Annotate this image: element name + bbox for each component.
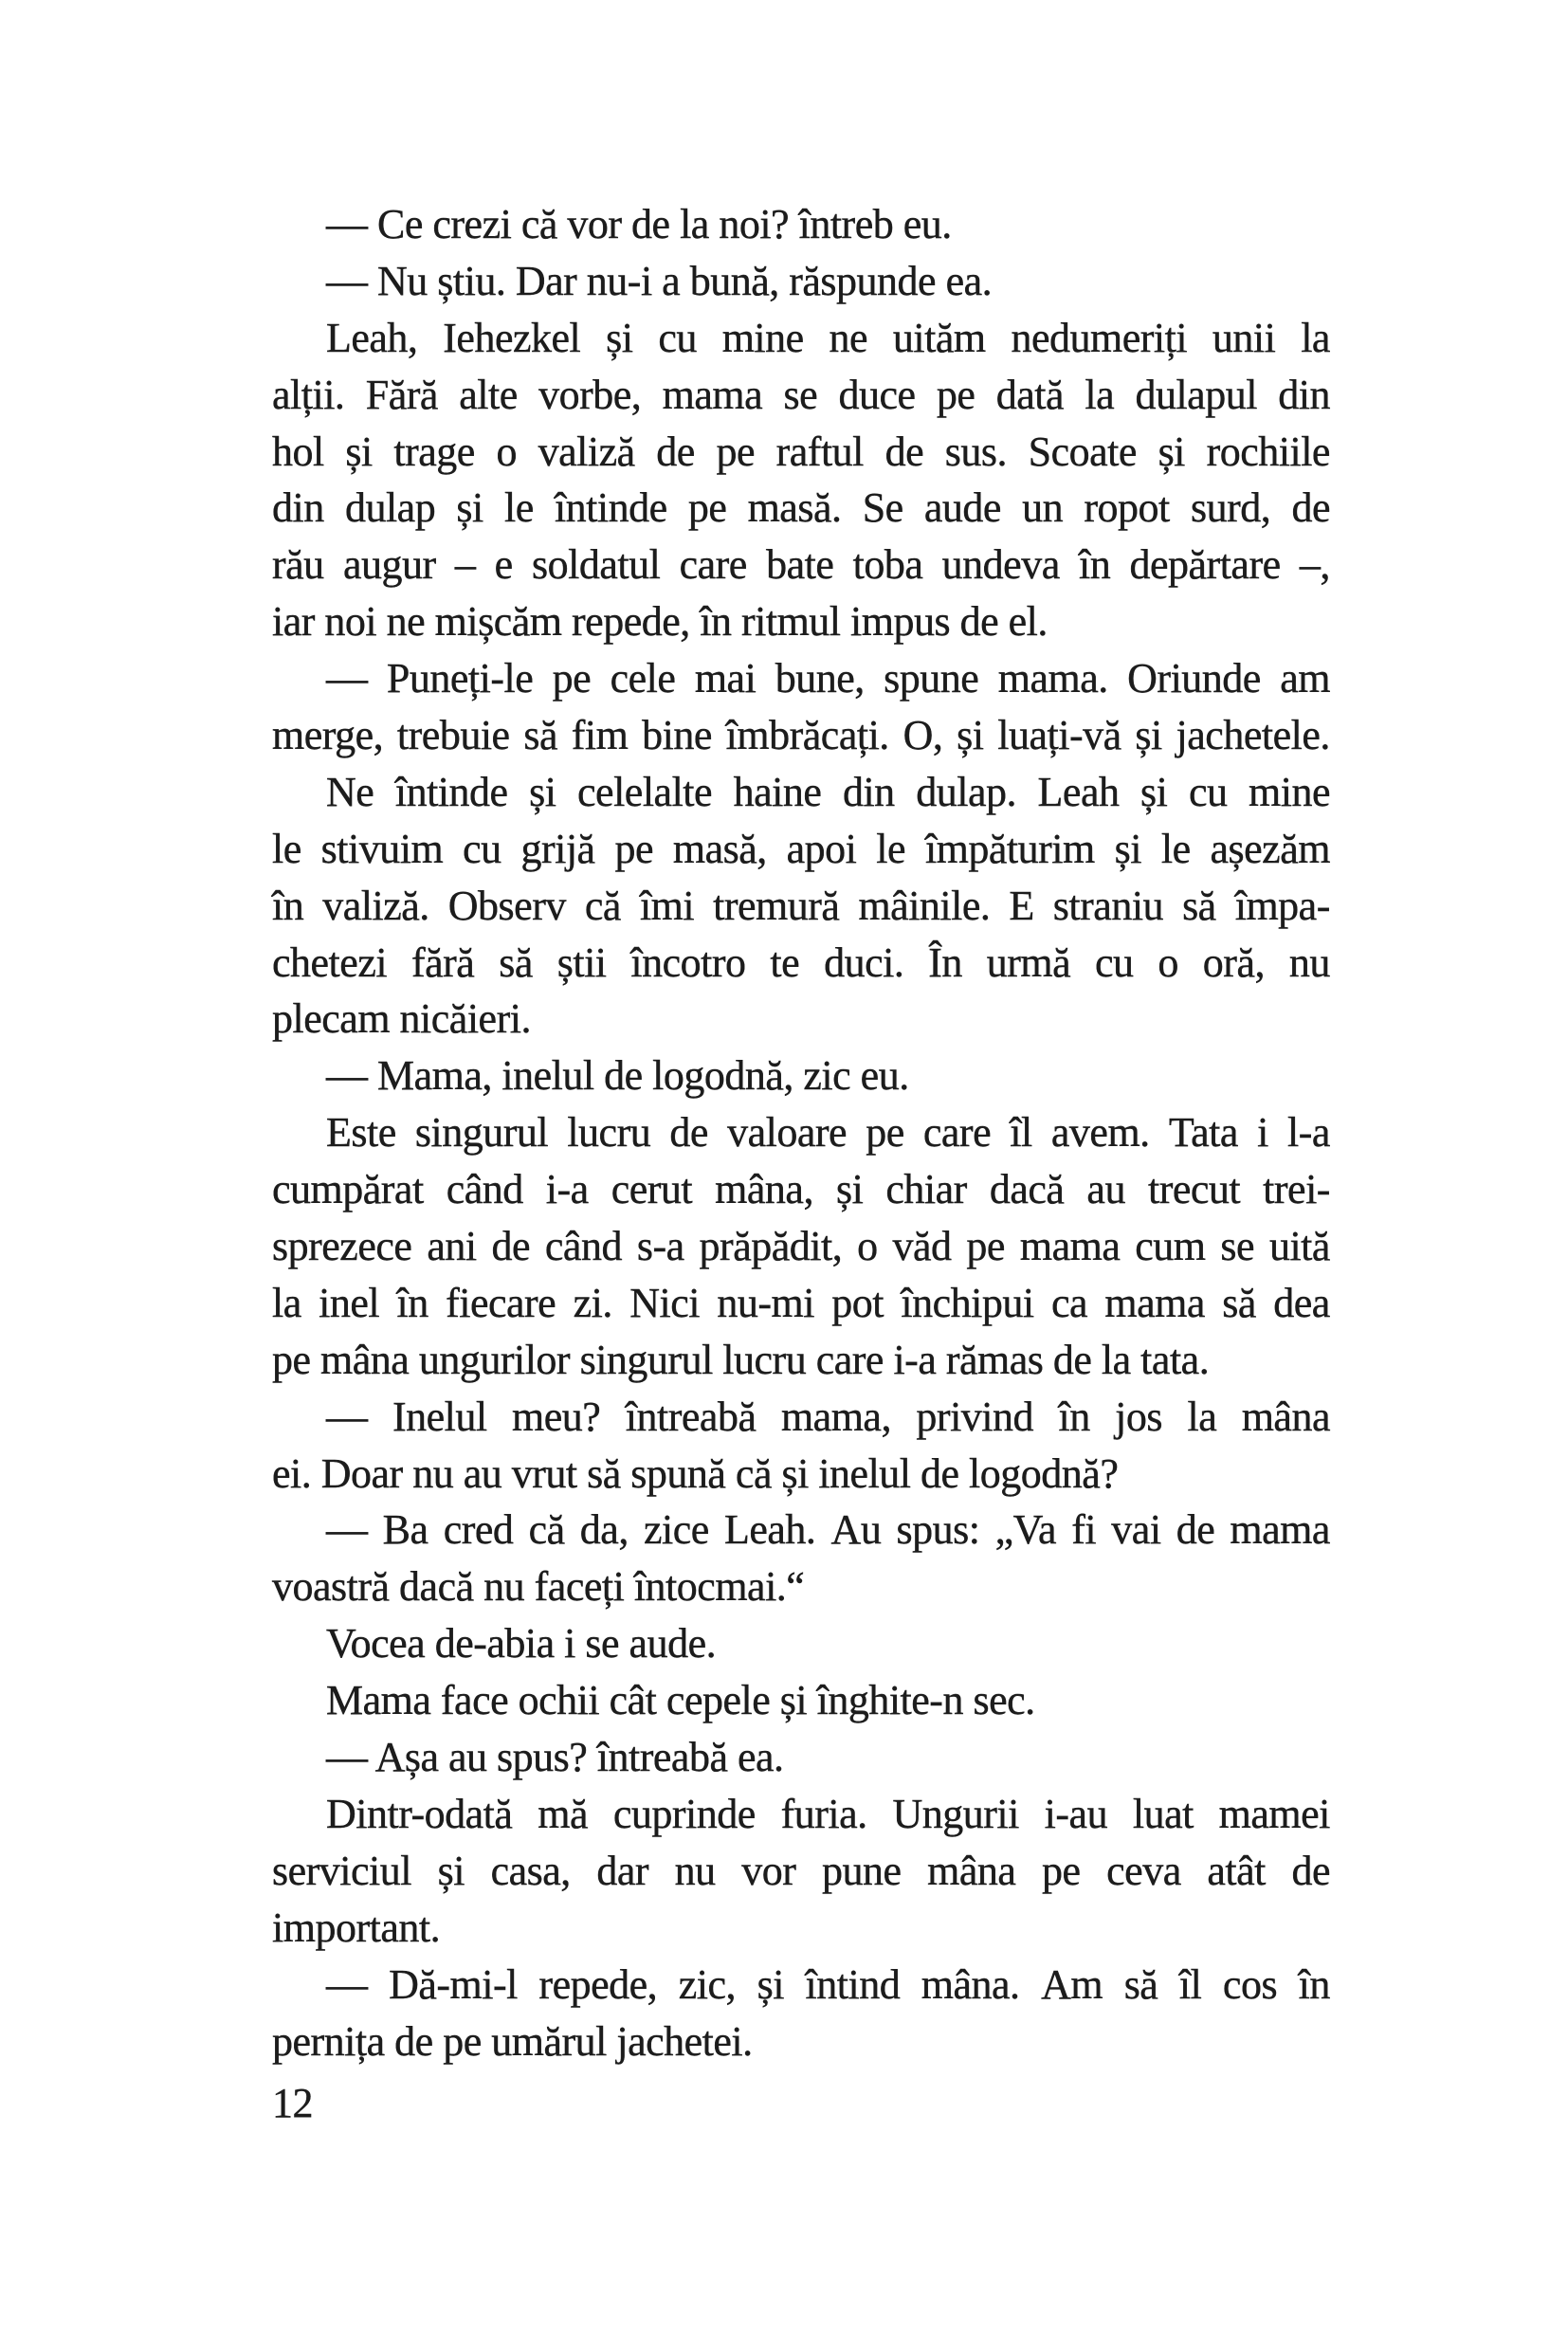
text-line: — Așa au spus? întreabă ea. xyxy=(326,1734,784,1781)
text-line: Este singurul lucru de valoare pe care îl avem. Tata i l-a xyxy=(326,1109,1330,1157)
text-line: alții. Fără alte vorbe, mama se duce pe dată la dulapul din xyxy=(272,371,1330,418)
text-line: din dulap și le întinde pe masă. Se aude un ropot surd, de xyxy=(272,484,1330,532)
text-line: plecam nicăieri. xyxy=(272,995,531,1043)
text-line: ei. Doar nu au vrut să spună că și inelul de logodnă? xyxy=(272,1449,1119,1497)
text-line: rău augur – e soldatul care bate toba undeva în depărtare –, xyxy=(272,541,1330,589)
text-line: în valiză. Observ că îmi tremură mâinile. E straniu să împa- xyxy=(272,882,1330,929)
text-line: — Mama, inelul de logodnă, zic eu. xyxy=(326,1052,909,1100)
text-line: voastră dacă nu faceți întocmai.“ xyxy=(272,1563,805,1611)
text-line: pe mâna ungurilor singurul lucru care i-a rămas de la tata. xyxy=(272,1336,1210,1383)
text-line: important. xyxy=(272,1904,441,1951)
text-line: hol și trage o valiză de pe raftul de sus. Scoate și rochiile xyxy=(272,428,1330,475)
text-line: — Ce crezi că vor de la noi? întreb eu. xyxy=(326,201,952,247)
text-line: Leah, Iehezkel și cu mine ne uităm nedumeriți unii la xyxy=(326,314,1330,361)
text-line: — Puneți-le pe cele mai bune, spune mama. Oriunde am xyxy=(326,655,1330,702)
page-number: 12 xyxy=(272,2080,313,2126)
text-line: — Inelul meu? întreabă mama, privind în jos la mâna xyxy=(326,1393,1330,1440)
text-line: — Ba cred că da, zice Leah. Au spus: „Va fi vai de mama xyxy=(326,1506,1330,1554)
text-line: le stivuim cu grijă pe masă, apoi le împăturim și le așezăm xyxy=(272,825,1330,872)
text-line: serviciul și casa, dar nu vor pune mâna pe ceva atât de xyxy=(272,1847,1330,1894)
body-text xyxy=(272,196,1330,2069)
text-line: sprezece ani de când s-a prăpădit, o văd pe mama cum se uită xyxy=(272,1223,1330,1270)
text-line: Dintr-odată mă cuprinde furia. Ungurii i-au luat mamei xyxy=(326,1790,1330,1837)
text-line: merge, trebuie să fim bine îmbrăcați. O, și luați-vă și jachetele. xyxy=(272,712,1330,759)
text-line: Ne întinde și celelalte haine din dulap. Leah și cu mine xyxy=(326,768,1330,815)
text-line: pernița de pe umărul jachetei. xyxy=(272,2017,753,2065)
text-line: Vocea de-abia i se aude. xyxy=(326,1620,717,1668)
text-line: Mama face ochii cât cepele și înghite-n sec. xyxy=(326,1677,1035,1724)
text-line: chetezi fără să știi încotro te duci. În urmă cu o oră, nu xyxy=(272,939,1330,986)
text-line: — Dă-mi-l repede, zic, și întind mâna. Am să îl cos în xyxy=(326,1960,1330,2008)
text-line: iar noi ne mișcăm repede, în ritmul impus de el. xyxy=(272,598,1048,646)
text-line: la inel în fiecare zi. Nici nu-mi pot închipui ca mama să dea xyxy=(272,1279,1330,1326)
text-line: cumpărat când i-a cerut mâna, și chiar dacă au trecut trei- xyxy=(272,1166,1330,1213)
text-line: — Nu știu. Dar nu-i a bună, răspunde ea. xyxy=(326,257,993,304)
